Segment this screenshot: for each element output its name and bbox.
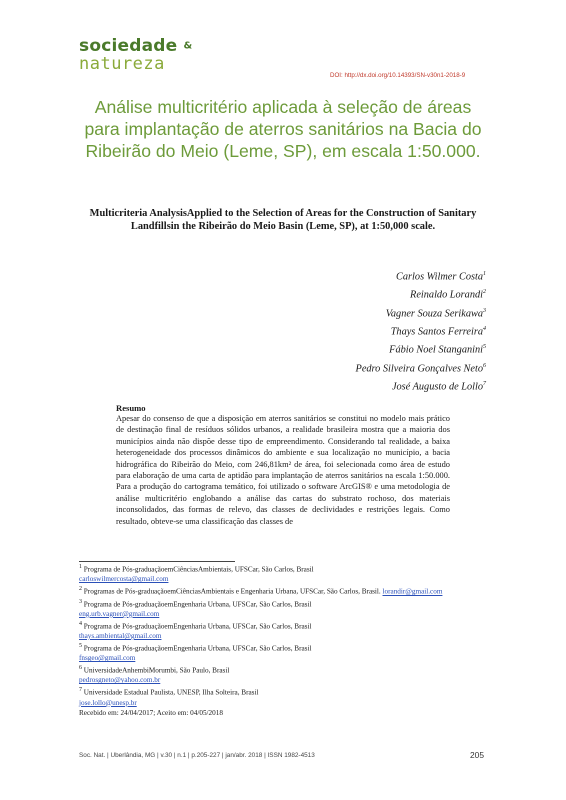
footnote-5-email[interactable]: fnsgeo@gmail.com	[79, 654, 136, 663]
received-accepted-dates: Recebido em: 24/04/2017; Aceito em: 04/05/2018	[79, 708, 223, 717]
footnote-1-email[interactable]: carloswilmercosta@gmail.com	[79, 575, 169, 584]
footnote-7-email[interactable]: jose.lollo@unesp.br	[79, 698, 137, 707]
abstract-heading: Resumo	[116, 403, 146, 413]
journal-footer: Soc. Nat. | Uberlândia, MG | v.30 | n.1 | p.205-227 | jan/abr. 2018 | ISSN 1982-4513	[79, 752, 315, 759]
article-title: Análise multicritério aplicada à seleção de áreas para implantação de aterros sanitários na Bacia do Ribeirão do Meio (Leme, SP), em escala 1:50.000.	[84, 97, 482, 161]
journal-logo	[79, 36, 192, 56]
footnotes	[79, 563, 487, 718]
page-number: 205	[470, 750, 484, 760]
author-item: José Augusto de Lollo$^7$	[391, 380, 486, 393]
footnote-7: $^7$ Universidade Estadual Paulista, UNESP, Ilha Solteira, Brasil	[79, 687, 259, 697]
author-item: Fábio Noel Stanganini$^5$	[389, 344, 486, 356]
author-item: Vagner Souza Serikawa$^3$	[385, 307, 486, 320]
article-subtitle-english: Multicriteria AnalysisApplied to the Selection of Areas for the Construction of Sanitary Landfillsin the Ribeirão do Meio Basin (Leme, SP), at 1:50,000 scale.	[89, 208, 477, 232]
footnote-1: $^1$ Programa de Pós-graduaçãoemCiênciasAmbientais, UFSCar, São Carlos, Brasil	[79, 564, 314, 574]
doi-link[interactable]: DOI: http://dx.doi.org/10.14393/SN-v30n1-2018-9	[330, 72, 466, 79]
footnote-3: $^3$ Programa de Pós-graduaçãoemEngenharia Urbana, UFSCar, São Carlos, Brasil	[79, 598, 312, 608]
author-item: Carlos Wilmer Costa$^1$	[396, 271, 486, 283]
author-list	[356, 267, 486, 395]
logo-line1: sociedade	[79, 36, 178, 56]
footnote-2: $^2$ Programas de Pós-graduaçãoemCiênciasAmbientais e Engenharia Urbana, UFSCar, São Carlos, Brasil. lorandir@gmail.com	[79, 586, 443, 596]
author-item: Reinaldo Lorandi$^2$	[410, 289, 486, 301]
author-item: Pedro Silveira Gonçalves Neto$^6$	[355, 362, 486, 375]
footnote-divider	[79, 561, 235, 562]
abstract-text: Apesar do consenso de que a disposição em aterros sanitários se constitui no modelo mais prático de destinação final de resíduos sólidos urbanos, a realidade brasileira mostra que a maioria dos municípios ainda não dispõe desse tipo de empreendimento. Considerando tal realidade, a baixa heterogeneidade dos processos dinâmicos do ambiente e sua localização no município, a bacia hidrográfica do Ribeirão do Meio, com 246,81km² de área, foi selecionada como área de estudo para elaboração de uma carta de aptidão para implantação de aterros sanitários na escala 1:50.000. Para a produção do cartograma temático, foi utilizado o software ArcGIS® e uma metodologia de análise multicritério englobando a análise das cartas do substrato rochoso, dos materiais inconsolidados, das formas de relevo, das classes de declividades e restrições legais. Como resultado, obteve-se uma classificação das classes de	[116, 414, 450, 526]
author-item: Thays Santos Ferreira$^4$	[390, 325, 486, 338]
footnote-2-email[interactable]: lorandir@gmail.com	[382, 587, 443, 596]
logo-line2: natureza	[79, 54, 165, 74]
footnote-5: $^5$ Programa de Pós-graduaçãoemEngenharia Urbana, UFSCar, São Carlos, Brasil	[79, 642, 312, 653]
footnote-4-email[interactable]: thays.ambiental@gmail.com	[79, 632, 162, 640]
footnote-6: $^6$ UniversidadeAnhembiMorumbi, São Paulo, Brasil	[79, 665, 230, 675]
footnote-3-email[interactable]: eng.urb.vagner@gmail.com	[79, 609, 160, 618]
footnote-6-email[interactable]: pedrosgneto@yahoo.com.br	[79, 676, 161, 685]
footnote-4: $^4$ Programa de Pós-graduaçãoemEngenharia Urbana, UFSCar, São Carlos, Brasil	[79, 620, 312, 631]
logo-ampersand: &	[183, 40, 193, 52]
